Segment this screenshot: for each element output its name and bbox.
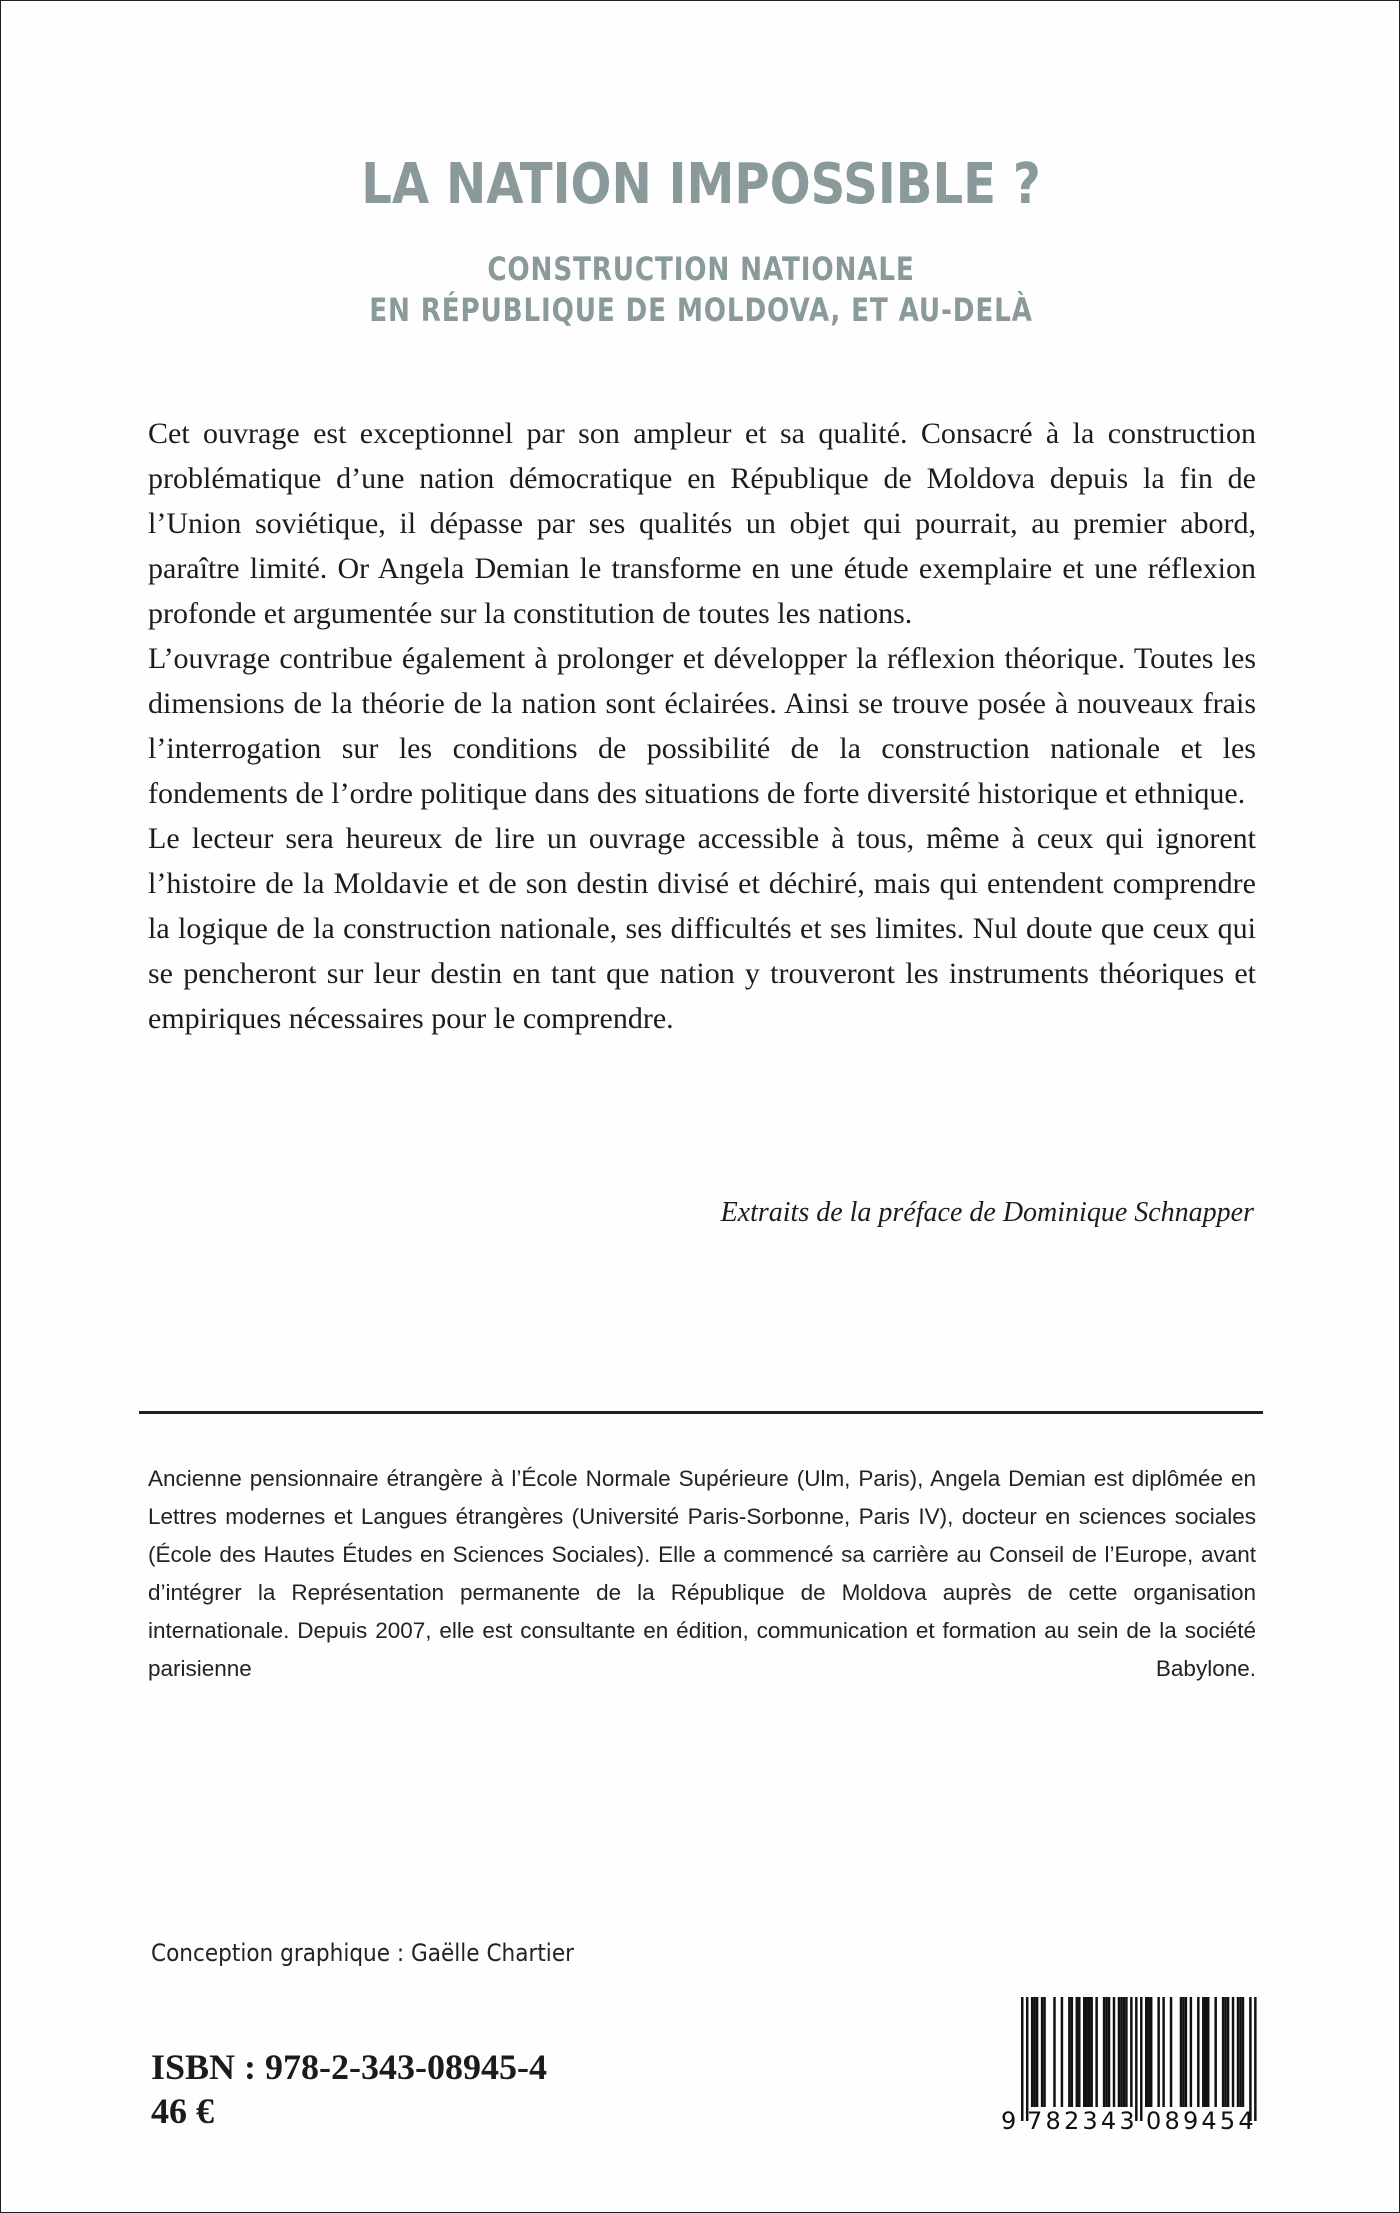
barcode-digits [1001,2107,1271,2135]
barcode-first-digit: 9 [1001,2107,1017,2135]
book-subtitle [127,249,1275,331]
author-biography: Ancienne pensionnaire étrangère à l’École Normale Supérieure (Ulm, Paris), Angela Demian est diplômée en Lettres modernes et Langues étrangères (Université Paris-Sorbonne, Paris IV), docteur en sciences sociales (École des Hautes Études en Sciences Sociales). Elle a commencé sa carrière au Conseil de l’Europe, avant d’intégrer la Représentation permanente de la République de Moldova auprès de cette organisation internationale. Depuis 2007, elle est consultante en édition, communication et formation au sein de la société parisienne Babylone. [148,1466,1256,1681]
barcode-left-group: 782343 [1027,2107,1138,2135]
design-credit: Conception graphique : Gaëlle Chartier [151,1939,574,1967]
preface-attribution: Extraits de la préface de Dominique Schnapper [720,1197,1254,1228]
excerpt-paragraph-2: L’ouvrage contribue également à prolonger et développer la réflexion théorique. Toutes les dimensions de la théorie de la nation sont éclairées. Ainsi se trouve posée à nouveaux frais l’interrogation sur les conditions de possibilité de la construction nationale et les fondements de l’ordre politique dans des situations de forte diversité historique et ethnique. [148,642,1256,810]
isbn-number: ISBN : 978-2-343-08945-4 [151,2047,547,2087]
price-label: 46 € [151,2091,214,2131]
excerpt-paragraph-3: Le lecteur sera heureux de lire un ouvrage accessible à tous, même à ceux qui ignorent l’histoire de la Moldavie et de son destin divisé et déchiré, mais qui entendent comprendre la logique de la construction nationale, ses difficultés et ses limites. Nul doute que ceux qui se pencheront sur leur destin en tant que nation y trouveront les instruments théoriques et empiriques nécessaires pour le comprendre. [148,822,1256,1035]
preface-excerpt [148,411,1256,1041]
excerpt-paragraph-1: Cet ouvrage est exceptionnel par son ampleur et sa qualité. Consacré à la construction problématique d’une nation démocratique en République de Moldova depuis la fin de l’Union soviétique, il dépasse par ses qualités un objet qui pourrait, au premier abord, paraître limité. Or Angela Demian le transforme en une étude exemplaire et une réflexion profonde et argumentée sur la constitution de toutes les nations. [148,417,1256,630]
subtitle-line-2: EN RÉPUBLIQUE DE MOLDOVA, ET AU-DELÀ [369,291,1033,329]
barcode-right-group: 089454 [1146,2107,1257,2135]
book-title: LA NATION IMPOSSIBLE ? [361,152,1041,217]
section-divider [139,1411,1263,1414]
subtitle-line-1: CONSTRUCTION NATIONALE [487,250,915,288]
